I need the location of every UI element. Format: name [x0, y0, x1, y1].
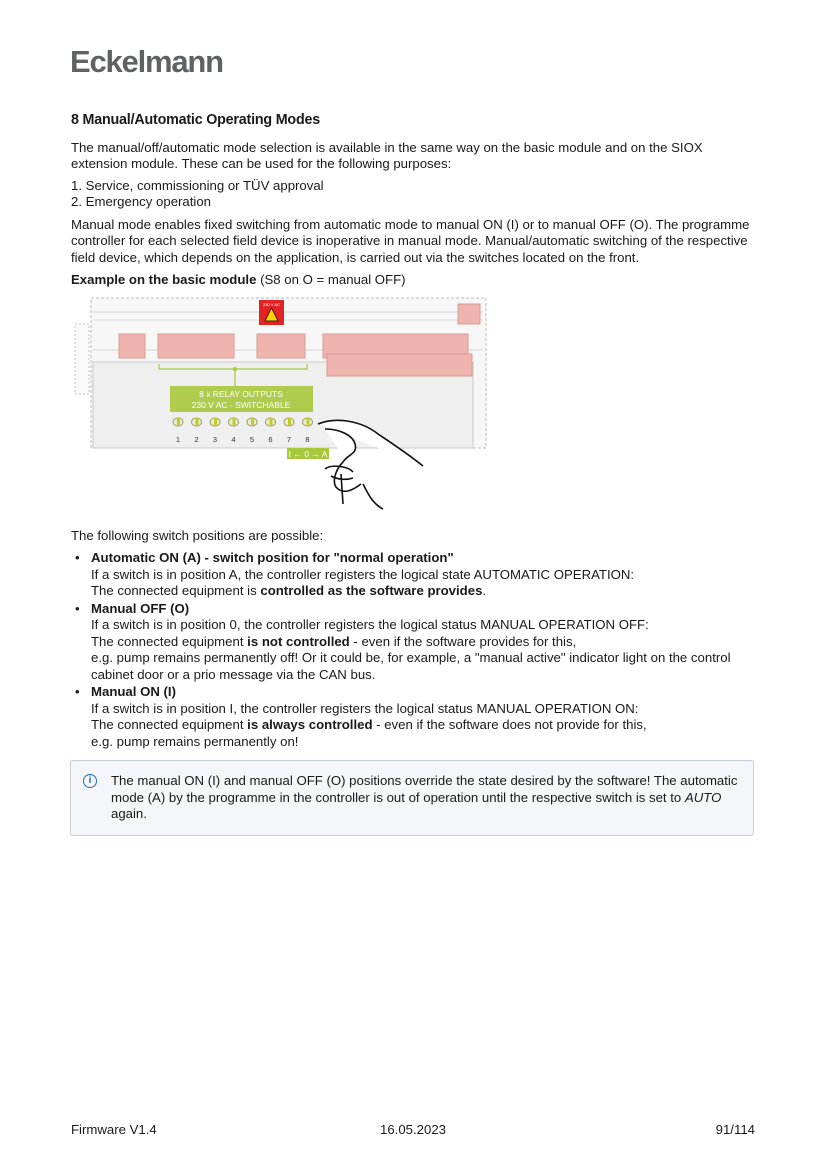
- relay-switch-lever: [214, 418, 217, 425]
- switch-number-label: 2: [194, 434, 199, 444]
- relay-label-line1: 8 x RELAY OUTPUTS: [199, 388, 283, 399]
- purpose-list: [71, 178, 761, 211]
- purpose-item: 1. Service, commissioning or TÜV approval: [71, 177, 324, 193]
- info-text-italic: AUTO: [684, 789, 722, 805]
- position-text: e.g. pump remains permanently off! Or it could be, for example, a "manual active" indicator light on the control cabinet door or a prio message via the CAN bus.: [91, 650, 731, 682]
- info-note: [70, 760, 754, 836]
- example-caption-rest: (S8 on O = manual OFF): [256, 272, 406, 287]
- position-text: If a switch is in position A, the controller registers the logical state AUTOMATIC OPERATION:: [91, 566, 635, 582]
- switch-number-label: 7: [286, 434, 292, 444]
- relay-switch-lever: [307, 418, 310, 425]
- example-caption-bold: Example on the basic module: [71, 272, 257, 287]
- switch-number-label: 1: [175, 434, 181, 444]
- info-icon: i: [83, 774, 97, 788]
- relay-switch-lever: [270, 418, 273, 425]
- example-caption: [71, 272, 761, 289]
- position-text: e.g. pump remains permanently on!: [91, 733, 299, 749]
- position-item-manual-off: [71, 601, 761, 684]
- position-item-automatic: [71, 550, 761, 600]
- relay-switch-lever: [251, 418, 254, 425]
- module-illustration: [63, 294, 513, 514]
- switch-number-label: 8: [305, 434, 310, 444]
- positions-intro: The following switch positions are possible:: [71, 527, 324, 543]
- manual-mode-paragraph: Manual mode enables fixed switching from automatic mode to manual ON (I) or to manual OFF (O). The programme controller for each selected field device is inoperative in manual mode. Manual/automatic switching of the respective field device, which depends on the application, is carried out via the switches located on the front.: [71, 216, 750, 265]
- position-title: • Manual ON (I): [91, 684, 176, 699]
- info-text-end: again.: [111, 806, 147, 821]
- purpose-item: 2. Emergency operation: [71, 194, 212, 209]
- relay-switch-lever: [196, 418, 199, 425]
- position-text: The connected equipment is always controlled - even if the software does not provide for this,: [91, 717, 647, 732]
- intro-paragraph: The manual/off/automatic mode selection is available in the same way on the basic module and on the SIOX extension module. These can be used for the following purposes:: [71, 139, 703, 171]
- switch-positions-list: [71, 550, 761, 750]
- relay-label-line2: 230 V AC - SWITCHABLE: [191, 399, 291, 410]
- relay-switch-lever: [233, 418, 236, 425]
- position-item-manual-on: [71, 684, 761, 750]
- position-title: • Manual OFF (O): [91, 600, 190, 616]
- page-content: [71, 112, 761, 836]
- relay-switch-lever: [177, 418, 180, 425]
- section-title: 8 Manual/Automatic Operating Modes: [71, 112, 320, 128]
- position-title: • Automatic ON (A) - switch position for "normal operation": [91, 550, 454, 565]
- info-text: The manual ON (I) and manual OFF (O) positions override the state desired by the software! The automatic mode (A) by the programme in the controller is out of operation until the respective switch is set to: [111, 773, 738, 805]
- switch-legend-text: I ← 0 → A: [288, 448, 328, 459]
- basic-module-drawing: [63, 294, 513, 514]
- footer-firmware: Firmware V1.4: [71, 1122, 157, 1137]
- switch-number-label: 5: [249, 434, 255, 444]
- switch-number-label: 4: [231, 434, 236, 444]
- company-logo: Eckelmann: [70, 44, 223, 79]
- position-text: The connected equipment is controlled as the software provides.: [91, 583, 487, 598]
- footer-page-number: 91/114: [715, 1122, 755, 1137]
- switch-number-label: 3: [212, 434, 218, 444]
- position-text: The connected equipment is not controlled - even if the software provides for this,: [91, 633, 577, 649]
- relay-switch-lever: [288, 418, 291, 425]
- position-text: If a switch is in position 0, the controller registers the logical status MANUAL OPERATION OFF:: [91, 617, 649, 632]
- switch-number-label: 6: [268, 434, 273, 444]
- footer-date: 16.05.2023: [380, 1122, 447, 1137]
- warning-label-text: 230 V AC: [263, 301, 280, 307]
- position-text: If a switch is in position I, the controller registers the logical status MANUAL OPERATION ON:: [91, 700, 639, 716]
